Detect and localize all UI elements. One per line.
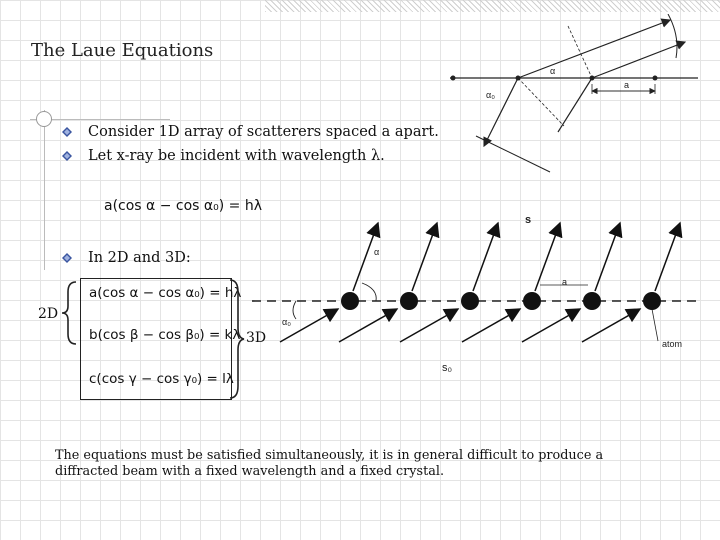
atom-dot [523,292,541,310]
incident-arrow [400,309,458,342]
scattered-arrow [412,223,437,291]
scattered-arrow [353,223,378,291]
label-2d: 2D [38,306,59,322]
laue-equation-b: b(cos β − cos β₀) = kλ [89,327,241,343]
bullet-text: Consider 1D array of scatterers spaced a apart. [88,124,439,140]
atom-dot [643,292,661,310]
label-spacing-lattice: a [562,277,568,287]
scattering-diagram-1d [440,14,710,194]
scattered-arrow [535,223,560,291]
laue-equation-c: c(cos γ − cos γ₀) = lλ [89,371,234,387]
scattered-arrow [655,223,680,291]
label-spacing: a [624,80,630,90]
diamond-bullet-icon [62,253,72,263]
incident-arrow [462,309,520,342]
atom-dot [341,292,359,310]
footnote-text: The equations must be satisfied simultaneously, it is in general difficult to produce a diffracted beam with a fixed wavelength and a fixed crystal. [55,448,604,479]
label-alpha0: α₀ [486,90,495,100]
incident-arrow [339,309,397,342]
circle-marker-icon [36,111,52,127]
label-alpha-lattice: α [374,247,380,257]
bullet-text: Let x-ray be incident with wavelength λ. [88,148,385,164]
label-atom: atom [662,339,683,349]
atom-dot [583,292,601,310]
scattered-arrow [473,223,498,291]
incident-arrow [582,309,640,342]
diamond-bullet-icon [62,151,72,161]
laue-equation-a: a(cos α − cos α₀) = hλ [89,285,242,301]
brace-3d-icon [226,278,246,400]
laue-equation-1d: a(cos α − cos α₀) = hλ [104,198,263,214]
equation-box [80,278,242,400]
atom-dot [461,292,479,310]
brace-2d-icon [60,280,80,346]
corner-hatch-decoration [265,0,720,12]
scattered-arrow [595,223,620,291]
label-alpha0-lattice: α₀ [282,317,291,327]
slide-title: The Laue Equations [31,40,214,61]
bullet-text: In 2D and 3D: [88,250,191,266]
scattering-diagram-lattice [252,205,714,385]
lattice-atoms [280,223,680,342]
label-s: s [525,214,532,226]
incident-arrow [522,309,580,342]
diamond-bullet-icon [62,127,72,137]
label-3d: 3D [246,330,267,346]
label-s0: s₀ [442,362,453,374]
label-alpha: α [550,66,556,76]
atom-dot [400,292,418,310]
left-vertical-rule [44,110,45,270]
